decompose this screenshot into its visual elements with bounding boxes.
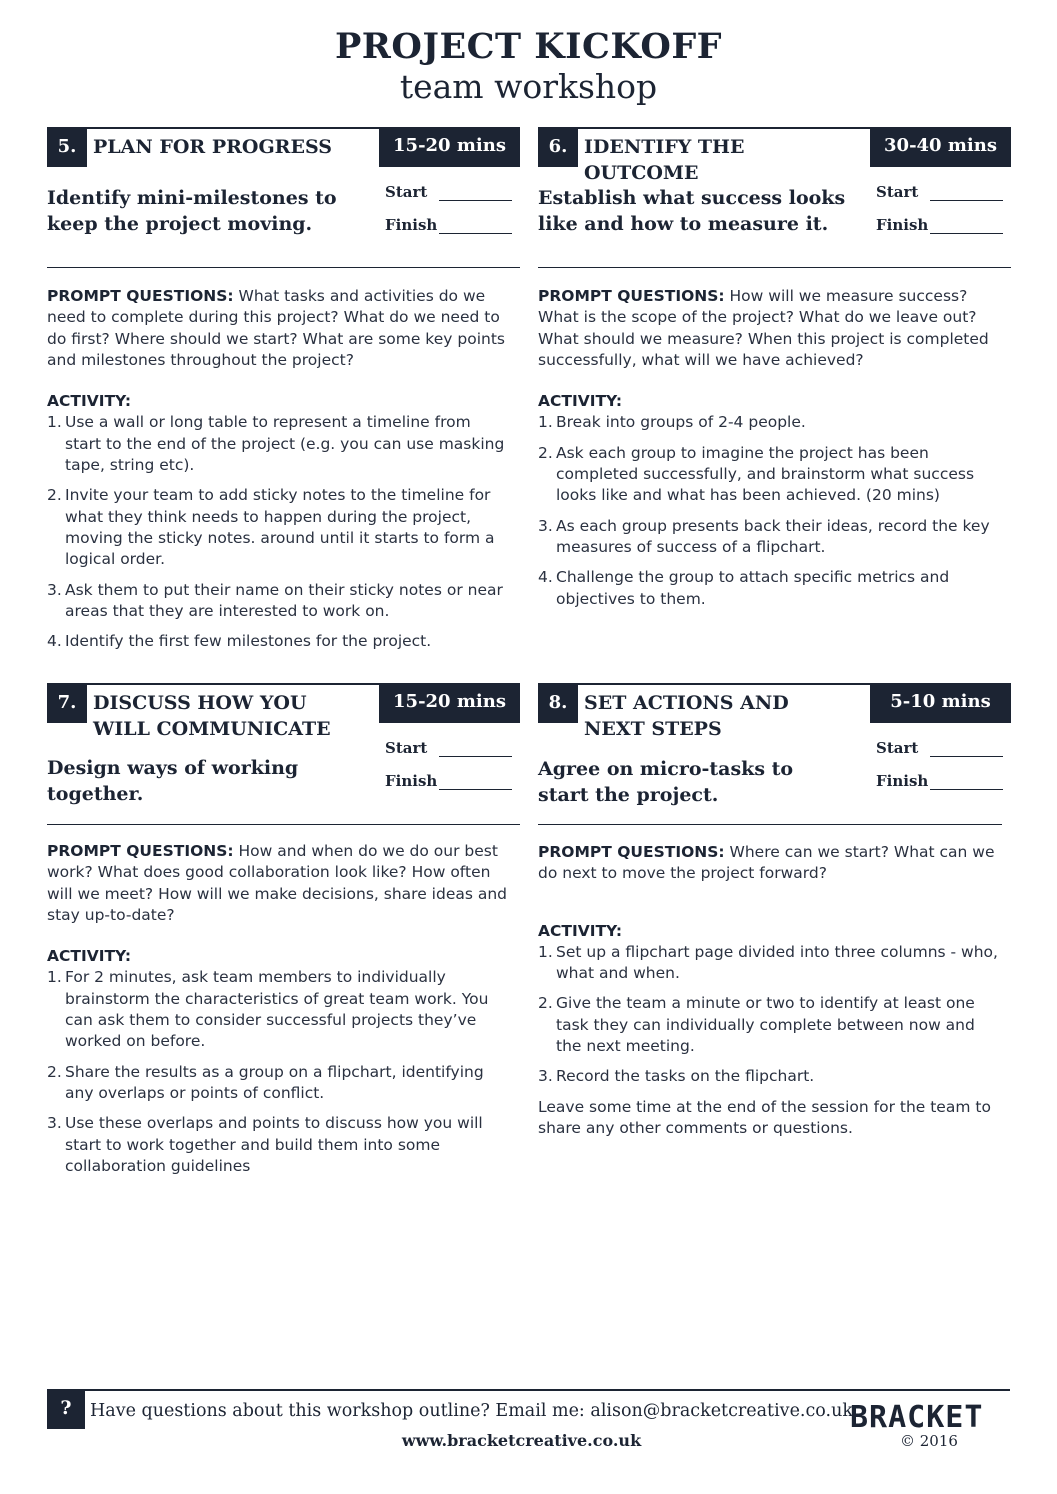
section-header <box>538 683 1011 740</box>
copyright: © 2016 <box>900 1432 958 1450</box>
section-header <box>47 683 520 740</box>
section-number: 8. <box>538 683 578 723</box>
activity-label: ACTIVITY: <box>538 392 623 411</box>
activity-steps <box>538 942 998 1088</box>
bracket-logo: BRACKET <box>850 1400 984 1435</box>
start-label: Start <box>876 739 919 757</box>
start-time-field[interactable] <box>385 739 520 759</box>
section-header <box>47 127 520 167</box>
divider <box>47 267 520 268</box>
finish-time-field[interactable] <box>876 216 1011 236</box>
list-item: 4. Challenge the group to attach specific metrics and objectives to them. <box>538 568 950 608</box>
section-6-identify-the-outcome <box>538 127 1011 657</box>
finish-label: Finish <box>385 216 438 234</box>
activity-steps <box>538 412 998 609</box>
section-title: IDENTIFY THE OUTCOME <box>584 136 745 184</box>
page-header <box>0 26 1057 106</box>
section-body <box>538 842 998 1139</box>
start-label: Start <box>385 739 428 757</box>
section-8-set-actions-and-next-steps <box>538 683 1011 1203</box>
list-item: 3. Record the tasks on the flipchart. <box>538 1067 815 1086</box>
finish-line[interactable] <box>439 233 512 234</box>
section-number: 5. <box>47 127 87 167</box>
start-line[interactable] <box>439 200 512 201</box>
section-body <box>47 286 507 661</box>
activity-steps <box>47 412 507 652</box>
start-time-field[interactable] <box>876 739 1011 759</box>
list-item: 3. Use these overlaps and points to discuss how you will start to work together and build them into some collaboration guidelines <box>47 1114 483 1175</box>
list-item: 1. Break into groups of 2-4 people. <box>538 413 806 432</box>
section-title: PLAN FOR PROGRESS <box>93 136 332 158</box>
activity-label: ACTIVITY: <box>47 392 132 411</box>
prompt-text: Where can we start? What can we do next to move the project forward? <box>538 843 995 883</box>
list-item: 4. Identify the first few milestones for the project. <box>47 632 432 651</box>
start-label: Start <box>385 183 428 201</box>
footer-contact-text[interactable]: Have questions about this workshop outline? Email me: alison@bracketcreative.co.uk <box>90 1401 853 1421</box>
prompt-label: PROMPT QUESTIONS: <box>538 287 725 305</box>
list-item: 3. Ask them to put their name on their sticky notes or near areas that they are interested to work on. <box>47 580 503 620</box>
prompt-questions <box>47 286 507 371</box>
finish-line[interactable] <box>930 789 1003 790</box>
section-number: 6. <box>538 127 578 167</box>
list-item: 1. For 2 minutes, ask team members to individually brainstorm the characteristics of great team work. You can ask them to consider successful projects they’ve worked on before. <box>47 968 489 1051</box>
finish-line[interactable] <box>930 233 1003 234</box>
section-subheading: Design ways of working together. <box>47 757 299 805</box>
section-7-discuss-how-you-will-communicate <box>47 683 520 1203</box>
divider <box>538 267 1011 268</box>
activity-label: ACTIVITY: <box>538 921 623 940</box>
start-line[interactable] <box>439 756 512 757</box>
prompt-questions <box>538 842 998 885</box>
finish-label: Finish <box>385 772 438 790</box>
divider <box>47 824 520 825</box>
list-item: 2. Ask each group to imagine the project has been completed successfully, and brainstorm what success looks like and what has been achieved. (20 mins) <box>538 443 975 505</box>
footer-website-link[interactable]: www.bracketcreative.co.uk <box>401 1431 642 1450</box>
prompt-text: How will we measure success? What is the scope of the project? What do we leave out? What should we measure? When this project is completed successfully, what will we have achieved? <box>538 287 989 369</box>
duration-badge: 5-10 mins <box>870 683 1011 723</box>
page-title: PROJECT KICKOFF <box>334 26 723 67</box>
activity-label: ACTIVITY: <box>47 947 132 966</box>
footer-divider <box>47 1389 1010 1391</box>
start-time-field[interactable] <box>385 183 520 203</box>
start-label: Start <box>876 183 919 201</box>
divider <box>538 824 1002 825</box>
start-line[interactable] <box>930 200 1003 201</box>
section-subheading: Identify mini-milestones to keep the project moving. <box>47 187 337 235</box>
section-header <box>538 127 1011 184</box>
prompt-text: How and when do we do our best work? What does good collaboration look like? How often will we meet? How will we make decisions, share ideas and stay up-to-date? <box>47 842 508 924</box>
list-item: 2. Give the team a minute or two to identify at least one task they can individually complete between now and the next meeting. <box>538 994 975 1056</box>
finish-time-field[interactable] <box>385 772 520 792</box>
activity-steps <box>47 967 507 1177</box>
closing-note: Leave some time at the end of the session for the team to share any other comments or questions. <box>538 1097 991 1137</box>
section-title: DISCUSS HOW YOU WILL COMMUNICATE <box>93 692 331 740</box>
start-time-field[interactable] <box>876 183 1011 203</box>
section-subheading: Agree on micro-tasks to start the project. <box>538 758 794 806</box>
question-icon: ? <box>47 1389 85 1429</box>
finish-label: Finish <box>876 772 929 790</box>
finish-label: Finish <box>876 216 929 234</box>
list-item: 2. Share the results as a group on a flipchart, identifying any overlaps or points of conflict. <box>47 1062 484 1102</box>
prompt-questions <box>538 286 998 371</box>
prompt-label: PROMPT QUESTIONS: <box>47 842 234 860</box>
section-subheading: Establish what success looks like and how to measure it. <box>538 187 846 235</box>
section-title: SET ACTIONS AND NEXT STEPS <box>584 692 789 740</box>
section-number: 7. <box>47 683 87 723</box>
finish-time-field[interactable] <box>876 772 1011 792</box>
section-body <box>47 841 507 1186</box>
finish-time-field[interactable] <box>385 216 520 236</box>
list-item: 2. Invite your team to add sticky notes to the timeline for what they think needs to happen during the project, moving the sticky notes. around until it starts to form a logical order. <box>47 486 495 569</box>
prompt-label: PROMPT QUESTIONS: <box>538 843 725 861</box>
duration-badge: 15-20 mins <box>379 127 520 167</box>
finish-line[interactable] <box>439 789 512 790</box>
list-item: 3. As each group presents back their ideas, record the key measures of success of a flipchart. <box>538 516 990 556</box>
list-item: 1. Set up a flipchart page divided into three columns - who, what and when. <box>538 942 998 983</box>
prompt-text: What tasks and activities do we need to complete during this project? What do we need to do first? Where should we start? What are some key points and milestones throughout the project? <box>47 287 505 369</box>
list-item: 1. Use a wall or long table to represent a timeline from start to the end of the project (e.g. you can use masking tape, string etc). <box>47 413 505 475</box>
page-subtitle: team workshop <box>399 67 658 106</box>
prompt-questions <box>47 841 507 926</box>
duration-badge: 30-40 mins <box>870 127 1011 167</box>
duration-badge: 15-20 mins <box>379 683 520 723</box>
section-5-plan-for-progress <box>47 127 520 657</box>
prompt-label: PROMPT QUESTIONS: <box>47 287 234 305</box>
section-body <box>538 286 998 619</box>
start-line[interactable] <box>930 756 1003 757</box>
